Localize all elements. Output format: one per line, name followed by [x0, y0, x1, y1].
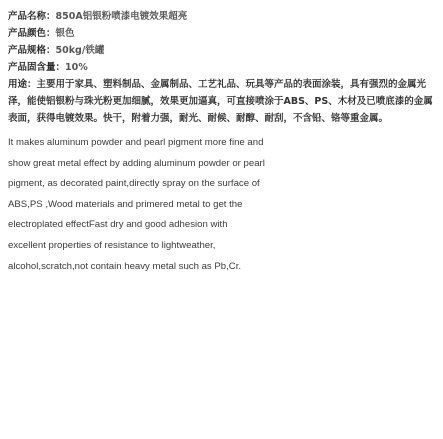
description-english-line: ABS,PS ,Wood materials and primered metal to get the [8, 198, 243, 210]
description-chinese [8, 76, 437, 127]
spec-product-name [8, 8, 437, 25]
description-english [8, 133, 436, 277]
spec-product-size [8, 42, 437, 59]
spec-label: 产品规格： [8, 45, 56, 56]
spec-value: 银色 [55, 28, 75, 39]
spec-product-color [8, 25, 437, 42]
description-english-line: pigment, as decorated paint,directly spray on the surface of [8, 178, 260, 190]
spec-label: 产品固含量： [8, 62, 66, 73]
description-english-line: show great metal effect by adding aluminum powder or pearl [8, 157, 265, 169]
spec-solid-content [8, 59, 437, 76]
description-english-line: alcohol,scratch,not contain heavy metal such as Pb,Cr. [8, 260, 242, 272]
description-english-line: excellent properties of resistance to lightweather, [8, 239, 216, 251]
spec-label: 产品颜色： [8, 28, 56, 39]
description-chinese-text: 主要用于家具、塑料制品、金属制品、工艺礼品、玩具等产品的表面涂装，具有强烈的金属光泽，能使铝银粉与珠光粉更加细腻，效果更加逼真，可直接喷涂于ABS、PS、木材及已喷底漆的金属表面，获得电镀效果。快干，附着力强，耐光、耐候、耐醇、耐刮，不含铅、铬等重金属。 [8, 79, 433, 124]
spec-value: 850A铝银粉喷漆电镀效果超亮 [55, 11, 188, 22]
spec-value: 10% [65, 62, 88, 73]
spec-label: 产品名称： [8, 11, 56, 22]
description-english-line: It makes aluminum powder and pearl pigment more fine and [8, 137, 264, 148]
spec-value: 50kg/铁罐 [55, 45, 105, 56]
description-english-line: electroplated effectFast dry and good adhesion with [8, 219, 228, 231]
description-chinese-lead: 用途： [8, 79, 37, 90]
